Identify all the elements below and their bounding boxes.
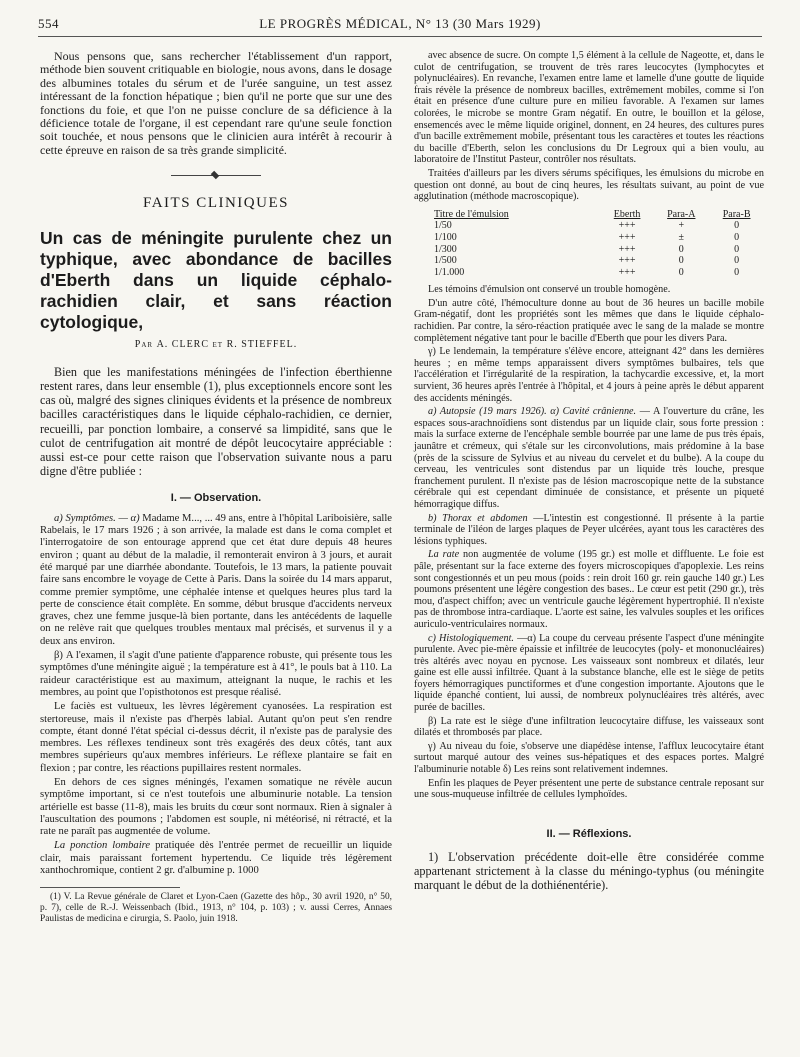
intro-paragraph: Nous pensons que, sans rechercher l'établissement d'un rapport, méthode bien souvent critiquable en biologie, nous avons, dans le dosage des albumines totales du sérum et de l'urée sanguine, un test assez intéressant de la fonction hépatique ; bien qu'il ne porte que sur une des fonctions du foie, et que l'on ne puisse conclure de sa déficience à la déficience totale de l'organe, il est cependant rare qu'une seule fonction soit touchée, et nous pensons que le clinicien aura intérêt à recourir à cette épreuve en raison de sa très grande simplicité. (40, 49, 392, 157)
table-header: Titre de l'émulsion (434, 208, 509, 220)
histology-paragraph: c) Histologiquement. —α) La coupe du cerveau présente l'aspect d'une méningite purulente. Avec pie-mère épaissie et infiltrée de leucocytes (poly- et mononucléaires) très altérés avec noyau en pycnose. Les vaisseaux sont nombreux et dilatés, leur gaine est elle aussi infiltrée. Quant à la substance blanche, elle est le siège de petits foyers hémorragiques punctiformes et d'une congestion importante. Ajoutons que le liquide épanché contient, lui aussi, de nombreux polynucléaires très altérés, avec purée de bacilles. (414, 632, 765, 714)
authors-names: A. CLERC et R. STIEFFEL. (156, 338, 298, 350)
hemoculture-paragraph: D'un autre côté, l'hémoculture donne au bout de 36 heures un bacille mobile Gram-négatif, dont les propriétés sont les mêmes que dans le liquide céphalo-rachidien. Par contre, la séro-réaction pratiquée avec le sang de la malade se montre complètement négative tant pour le bacille d'Eberth que pour les divers Para. (414, 297, 764, 344)
section-title: FAITS CLINIQUES (143, 195, 289, 212)
peyer-paragraph: Enfin les plaques de Peyer présentent une perte de substance centrale reposant sur une sous-muqueuse infiltrée de cellules lymphoïdes. (414, 777, 764, 801)
table-row: 1/300 +++ 0 0 (434, 243, 740, 255)
table-row: 1/500 +++ 0 0 (434, 255, 740, 267)
footnote: (1) V. La Revue générale de Claret et Lyon-Caen (Gazette des hôp., 30 avril 1920, n° 50, p. 7), celle de R.-J. Weissenbach (Ibid., 1913, n° 104, p. 103) ; v. aussi Cerres, Annaes Paulistas de medicina e cirurgia, S. Paolo, juin 1918. (40, 892, 392, 925)
article-authors: Par A. CLERC et R. STIEFFEL. (134, 338, 298, 350)
table-row: 1/1.000 +++ 0 0 (434, 266, 740, 278)
left-column (40, 50, 392, 927)
running-header (38, 14, 762, 37)
observation-heading: I. — Observation. (170, 492, 262, 505)
autopsy-paragraph: a) Autopsie (19 mars 1926). α) Cavité crânienne. — A l'ouverture du crâne, les espaces sous-arachnoïdiens sont distendus par un liquide clair, sous forte pression : mais la surface externe de l'encéphale semble bourrée par une lame de pus très épais, jaunâtre et crémeux, qui s'étale sur les circonvolutions, mais prédomine à la base (près de la scissure de Sylvius et au niveau du cervelet et du bulbe). A la coupe du cerveau, les ventricules sont distendus par un liquide très louche, presque franchement purulent. Il n'existe pas de lésion macroscopique nette de la substance cérébrale qui est cependant diminuée de consistance, et présente un piqueté hémorragique diffus. (414, 406, 764, 510)
table-row: 1/50 +++ + 0 (434, 220, 740, 232)
table-header: Para-B (722, 208, 751, 220)
article-title: Un cas de méningite purulente chez un typhique, avec abondance de bacilles d'Eberth dans un liquide céphalo-rachidien clair, et sans réaction cytologique, (40, 227, 392, 332)
lead-paragraph: Bien que les manifestations méningées de l'infection éberthienne restent rares, dans leur ensemble (1), plus exceptionnels encore sont les cas où, malgré des signes cliniques évidents et la présence de nombreux bacilles caractéristiques dans le liquide céphalo-rachidien, ce dernier, recueilli, par ponction lombaire, a conservé sa limpidité, sans que le culot de centrifugation ait montré de dépôt leucocytaire appréciable : aussi est-ce pour cette raison que l'observation suivante nous a paru digne d'être publiée : (40, 364, 392, 479)
footnote-divider (40, 887, 180, 888)
running-title: LE PROGRÈS MÉDICAL, N° 13 (30 Mars 1929) (259, 16, 541, 31)
puncture-paragraph: La ponction lombaire pratiquée dès l'entrée permet de recueillir un liquide clair, mais paraissant fortement hypertendu. Ce liquide très légèrement xanthochromique, contient 2 gr. d'albumine p. 1000 (40, 840, 392, 877)
evolution-paragraph: γ) Le lendemain, la température s'élève encore, atteignant 42° dans les dernières heures ; en même temps apparaissent divers symptômes bulbaires, tels que l'accélération et l'irrégularité de la respiration, la tachycardie excessive, et, la mort survient, 36 heures après l'entrée à l'hôpital, et 4 jours à peine après le début apparent des accidents méningés. (414, 346, 764, 404)
controls-paragraph: Les témoins d'émulsion ont conservé un trouble homogène. (428, 284, 671, 296)
spleen-paragraph: β) La rate est le siège d'une infiltration leucocytaire diffuse, les vaisseaux sont dilatés et thrombosés par place. (414, 715, 764, 739)
exam-paragraph: β) A l'examen, il s'agit d'une patiente d'apparence robuste, qui présente tous les symptômes d'une méningite aiguë ; la température est à 41°, le pouls bat à 110. La raideur caractéristique est au maximum, atteignant la nuque, le rachis et les membres, au point que l'opisthotonos est presque réalisé. (40, 650, 392, 698)
page-number: 554 (38, 16, 59, 31)
liver-paragraph: γ) Au niveau du foie, s'observe une diapédèse intense, l'afflux leucocytaire étant surtout marqué autour des veines sus-hépatiques et des espaces portes. Malgré l'albuminurie notable δ) Les reins sont relativement indemnes. (414, 740, 764, 776)
thorax-paragraph: b) Thorax et abdomen —L'intestin est congestionné. Il présente à la partie terminale de l'iléon de larges plaques de Peyer ulcérées, ayant tous les caractères des lésions typhiques. (414, 512, 765, 547)
serum-paragraph: Traitées d'ailleurs par les divers sérums spécifiques, les émulsions du microbe en question ont donné, au bout de cinq heures, les résultats suivant, au point de vue agglutination (méthode macroscopique). (414, 167, 764, 203)
organs-paragraph: La rate non augmentée de volume (195 gr.) est molle et diffluente. Le foie est pâle, présentant sur la face externe des foyers microscopiques d'apoplexie. Les reins sont congestionnés et un peu mous (poids : rein droit 160 gr. rein gauche 140 gr.) Les poumons présentent une légère congestion des bases.. Le cœur est petit (290 gr.), très mou, d'aspect chiffon; avec un ventricule gauche légèrement hypertrophié. Il n'existe pas de thrombose intra-cardiaque. L'aorte est saine, les valvules souples et les orifices auriculo-ventriculaires normaux. (414, 549, 765, 630)
facies-paragraph: Le faciès est vultueux, les lèvres légèrement cyanosées. La respiration est stertoreuse, mais il n'existe pas d'herpès labial. Autant qu'on peut s'en rendre compte, étant donné l'état spécial ci-dessus décrit, il n'existe pas de paralysie des membres. Les réflexes tendineux sont très exagérés des deux côtés, tant aux membres supérieurs qu'aux membres inférieurs. Le réflexe plantaire se fait en flexion ; par contre, les réactions pupillaires restent normales. (40, 701, 392, 774)
reflections-paragraph: 1) L'observation précédente doit-elle être considérée comme appartenant strictement à la classe du méningo-typhus (ou méningite marquant le début de la dothiénentérie). (414, 850, 764, 893)
table-row: 1/100 +++ ± 0 (434, 231, 740, 243)
right-column (414, 50, 764, 894)
reflections-heading: II. — Réflexions. (546, 827, 632, 840)
lab-paragraph: avec absence de sucre. On compte 1,5 élément à la cellule de Nageotte, et, dans le culot de centrifugation, se trouvent de très rares leucocytes (lymphocytes et polynucléaires). En revanche, l'examen entre lame et lamelle d'une goutte de liquide frais révèle la présence de nombreux bacilles, extrêmement mobiles, comme si l'on était en présence d'une culture pure en milieu favorable. A l'examen sur lames colorées, le microbe se montre Gram négatif. En outre, le bouillon et la gélose, ensemencés avec le même liquide originel, donnent, en 24 heures, des cultures pures d'un bacille extrêmement mobile, présentant tous les caractères et toutes les réactions du bacille d'Eberth, selon les conclusions du Dr Legroux qui a bien voulu, au laboratoire de l'Institut Pasteur, contrôler nos résultats. (414, 50, 764, 166)
section-divider (171, 171, 261, 179)
agglutination-table (414, 209, 764, 279)
table-header: Eberth (613, 208, 641, 220)
table-header: Para-A (667, 208, 696, 220)
symptoms-paragraph: a) Symptômes. — α) Madame M..., ... 49 ans, entre à l'hôpital Lariboisière, salle Rabelais, le 17 mars 1926 ; à son arrivée, la malade est dans le coma complet et l'interrogatoire de son entourage apprend que cet état dure depuis 48 heures environ ; quant au début de la maladie, il remonterait environ à 3 jours, et aurait été marqué par une diarrhée abondante. Toutefois, le 13 mars, la patiente pouvait faire sans encombre le voyage de Cette à Paris. Dans la soirée du 14 mars apparut, comme premier symptôme, une céphalée intense et quelques heures plus tard la perte de conscience était complète. En somme, début brusque d'accidents nerveux graves, chez une femme jusque-là bien portante, dans les antécédents de laquelle on ne relève rait que quelques troubles mentaux mal précisés, et survenus il y a deux ans environ. (40, 512, 392, 647)
somatic-paragraph: En dehors de ces signes méningés, l'examen somatique ne révèle aucun symptôme important, si ce n'est toutefois une albuminurie notable. La tension artérielle est basse (11-8), mais les bruits du cœur sont normaux. Rien à signaler à l'auscultation des poumons ; l'abdomen est souple, ni météorisé, ni rétracté, et la rate ne paraît pas augmentée de volume. (40, 777, 392, 838)
table-header-row (414, 209, 764, 221)
